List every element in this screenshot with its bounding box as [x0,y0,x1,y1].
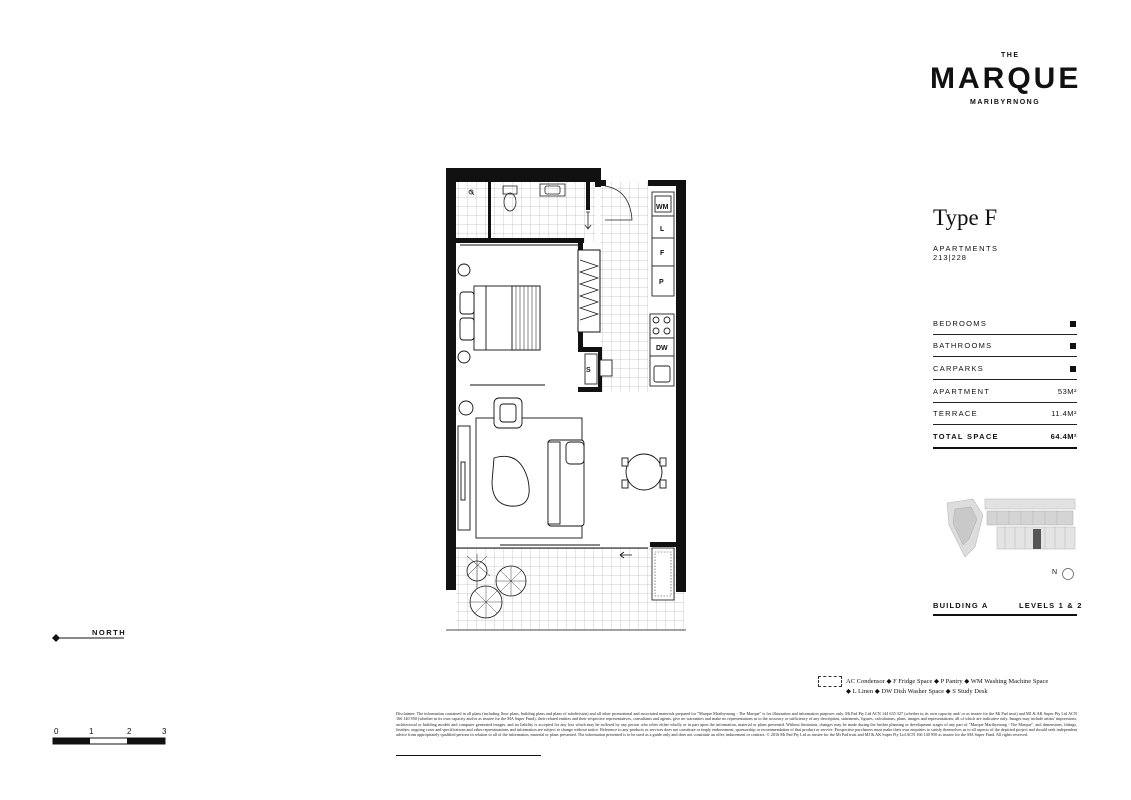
scale-bar [52,736,172,748]
spec-label: CARPARKS [933,364,985,373]
logo-location: MARIBYRNONG [970,99,1041,106]
legend-text: AC Condensor ◆ F Fridge Space ◆ P Pantry ◆ WM Washing Machine Space [846,677,1049,685]
north-compass-icon [1063,569,1074,580]
pantry-label: P [659,279,664,286]
ac-condensor-icon [818,676,842,687]
count-marker-icon [1070,343,1076,349]
logo-the: THE [1001,52,1020,59]
spec-label: BEDROOMS [933,319,988,328]
keyplan-north-label: N [1052,569,1058,576]
divider [396,755,541,756]
wm-label: WM [656,204,669,211]
spec-label: BATHROOMS [933,341,993,350]
disclaimer-text: Disclaimer: The information contained in all plans (including floor plans, building plans and plans of subdivision) and all other promotional and associated materials prepared for "Marque Maribyrnong - The Marque" is for illustration and information purposes only. Mi Pad Pty Ltd ACN 144 635 327 (whether in its own capacity and/ or as trustee for the Mi Pad trust) and MJ & AK Super Pty Ltd ACN 166 140 950 (whether in its own capacity and/or as trustee for the MA Super Fund), their related entities and their respective representatives, consultants and agents, give no warranties and make no representations as to the accuracy or sufficiency of any description, statements, figures, calculations, plans, images and representations, all of which are indicative only. Images may include artists' impressions, architectural or building models and computer generated images, and no liability is accepted for any loss which may be suffered by any person who relies either wholly or in part upon the information, material or plans presented. Without limitation, changes may be made during the further planning or development stages of any part of "Marque Maribyrnong - The Marque", and dimensions, fittings, finishes, ongoing costs and specifications and other representations and information are subject to change without notice. Reference to any products or services does not constitute or imply endorsement, sponsorship or recommendation of that product or service. Prospective purchasers must make their own enquiries to satisfy themselves as to all aspects of the depicted project and should seek independent advice from appropriately qualified persons in relation to all of the information, material or plans presented. The information presented is to be used as a guide only and does not constitute an offer, inducement or contract. © 2016 Mi Pad Pty Ltd as trustee for the Mi Pad trust and MJ & AK Super Pty Ltd ACN 166 140 950 as trustee for the MA Super Fund. All rights reserved. [396,711,1077,738]
spec-row-bedrooms [933,312,1077,335]
unit-numbers: 213|228 [933,253,967,262]
divider [933,614,1077,616]
scale-tick-label: 3 [162,727,167,736]
scale-tick-label: 0 [54,727,59,736]
spec-row-total-space [933,425,1077,449]
count-marker-icon [1070,321,1076,327]
unit-category: APARTMENTS [933,244,999,253]
north-label: NORTH [92,628,127,637]
legend-line [818,676,1078,687]
plan-legend [818,676,1078,697]
linen-label: L [660,226,665,233]
spec-label: APARTMENT [933,387,991,396]
spec-value: 64.4M² [1050,432,1077,441]
spec-value: 53M² [1057,387,1077,396]
spec-row-bathrooms [933,334,1077,357]
study-desk-label: S [586,367,591,374]
spec-row-apartment [933,380,1077,403]
spec-row-carparks [933,357,1077,380]
scale-tick-label: 2 [127,727,132,736]
building-key-plan [945,495,1080,580]
legend-line: ◆ L Linen ◆ DW Dish Washer Space ◆ S Study Desk [846,688,988,695]
unit-type-title: Type F [933,205,998,230]
building-levels: LEVELS 1 & 2 [1019,601,1083,610]
dishwasher-label: DW [656,345,668,352]
spec-row-terrace [933,402,1077,425]
floor-plan [440,165,695,635]
highlighted-unit [1033,529,1041,549]
spec-label: TOTAL SPACE [933,432,999,441]
building-name: BUILDING A [933,601,989,610]
spec-label: TERRACE [933,409,978,418]
spec-value: 11.4M² [1051,409,1077,418]
fridge-label: F [660,250,665,257]
scale-tick-label: 1 [89,727,94,736]
logo-wordmark: MARQUE [930,62,1082,95]
count-marker-icon [1070,366,1076,372]
